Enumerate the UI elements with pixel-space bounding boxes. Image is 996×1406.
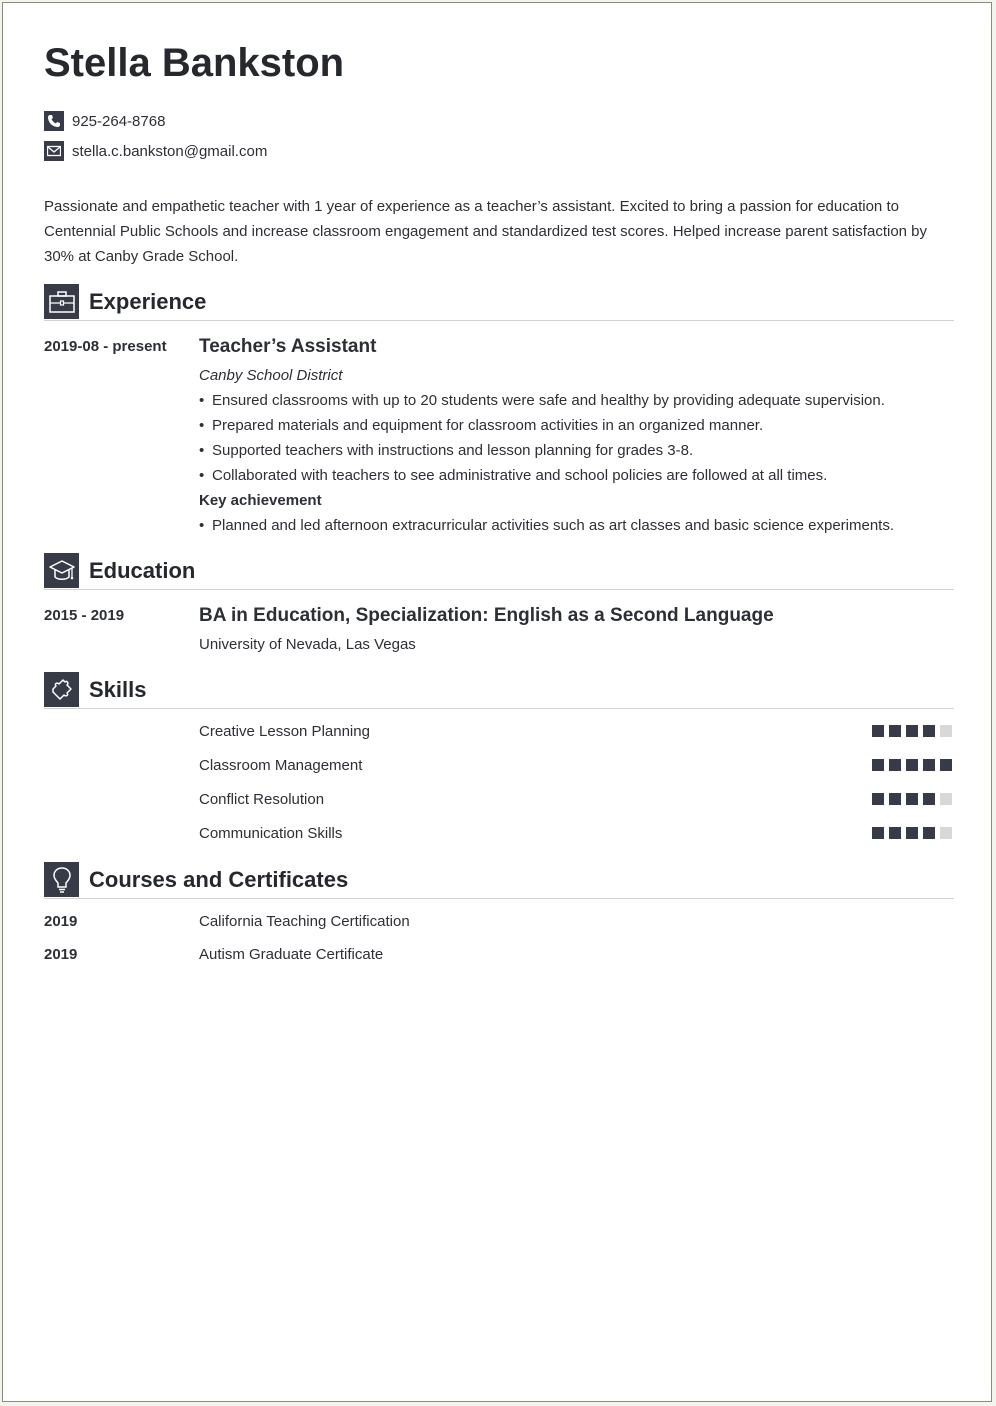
company-name: Canby School District (199, 367, 343, 384)
rating-square-filled (906, 725, 918, 737)
rating-square-empty (940, 793, 952, 805)
skill-name: Classroom Management (199, 757, 363, 774)
rating-square-filled (872, 725, 884, 737)
contact-email (44, 141, 267, 161)
briefcase-icon (44, 284, 79, 319)
education-section-header (44, 553, 954, 590)
rating-square-filled (923, 793, 935, 805)
rating-square-filled (889, 827, 901, 839)
degree-title: BA in Education, Specialization: English as a Second Language (199, 605, 774, 626)
key-achievement-label: Key achievement (199, 492, 322, 509)
rating-square-filled (889, 793, 901, 805)
skills-section-header (44, 672, 954, 709)
section-title-education: Education (89, 558, 196, 583)
rating-square-filled (889, 725, 901, 737)
experience-date: 2019-08 - present (44, 338, 167, 355)
skill-name: Conflict Resolution (199, 791, 325, 808)
courses-section-header (44, 862, 954, 899)
summary-text: Passionate and empathetic teacher with 1 year of experience as a teacher’s assistant. Excited to bring a passion for education to Centennial Public Schools and increase classroom engagement and standardized test scores. Helped increase parent satisfaction by 30% at Canby Grade School. (44, 198, 928, 265)
rating-square-filled (872, 793, 884, 805)
course-year: 2019 (44, 946, 78, 963)
experience-bullet: • Supported teachers with instructions and lesson planning for grades 3-8. (199, 442, 693, 459)
job-title: Teacher’s Assistant (199, 336, 377, 357)
rating-square-filled (872, 759, 884, 771)
phone-number: 925-264-8768 (72, 112, 166, 130)
skill-rating (872, 827, 957, 839)
rating-square-filled (906, 793, 918, 805)
lightbulb-icon (44, 862, 79, 897)
skill-name: Communication Skills (199, 825, 343, 842)
rating-square-filled (906, 827, 918, 839)
skill-rating (872, 793, 957, 805)
skill-rating (872, 759, 957, 771)
rating-square-filled (923, 725, 935, 737)
candidate-name: Stella Bankston (44, 41, 345, 85)
resume-page (2, 2, 992, 1402)
course-name: California Teaching Certification (199, 913, 410, 930)
phone-icon (44, 111, 64, 131)
achievement-bullet: • Planned and led afternoon extracurricular activities such as art classes and basic science experiments. (199, 517, 894, 534)
experience-bullet: • Collaborated with teachers to see administrative and school policies are followed at all times. (199, 467, 827, 484)
email-address: stella.c.bankston@gmail.com (72, 142, 268, 160)
graduation-cap-icon (44, 553, 79, 588)
course-year: 2019 (44, 913, 78, 930)
section-title-experience: Experience (89, 289, 207, 314)
rating-square-filled (872, 827, 884, 839)
education-date: 2015 - 2019 (44, 607, 125, 624)
rating-square-empty (940, 725, 952, 737)
course-name: Autism Graduate Certificate (199, 946, 384, 963)
experience-section-header (44, 284, 954, 321)
mail-icon (44, 141, 64, 161)
rating-square-filled (940, 759, 952, 771)
rating-square-filled (906, 759, 918, 771)
experience-bullet: • Ensured classrooms with up to 20 students were safe and healthy by providing adequate supervision. (199, 392, 885, 409)
rating-square-filled (923, 827, 935, 839)
experience-bullet: • Prepared materials and equipment for classroom activities in an organized manner. (199, 417, 763, 434)
rating-square-filled (923, 759, 935, 771)
skill-rating (872, 725, 957, 737)
puzzle-piece-icon (44, 672, 79, 707)
contact-phone (44, 111, 165, 131)
rating-square-empty (940, 827, 952, 839)
skill-name: Creative Lesson Planning (199, 723, 370, 740)
section-title-skills: Skills (89, 677, 147, 702)
school-name: University of Nevada, Las Vegas (199, 636, 416, 653)
section-title-courses: Courses and Certificates (89, 867, 349, 892)
rating-square-filled (889, 759, 901, 771)
